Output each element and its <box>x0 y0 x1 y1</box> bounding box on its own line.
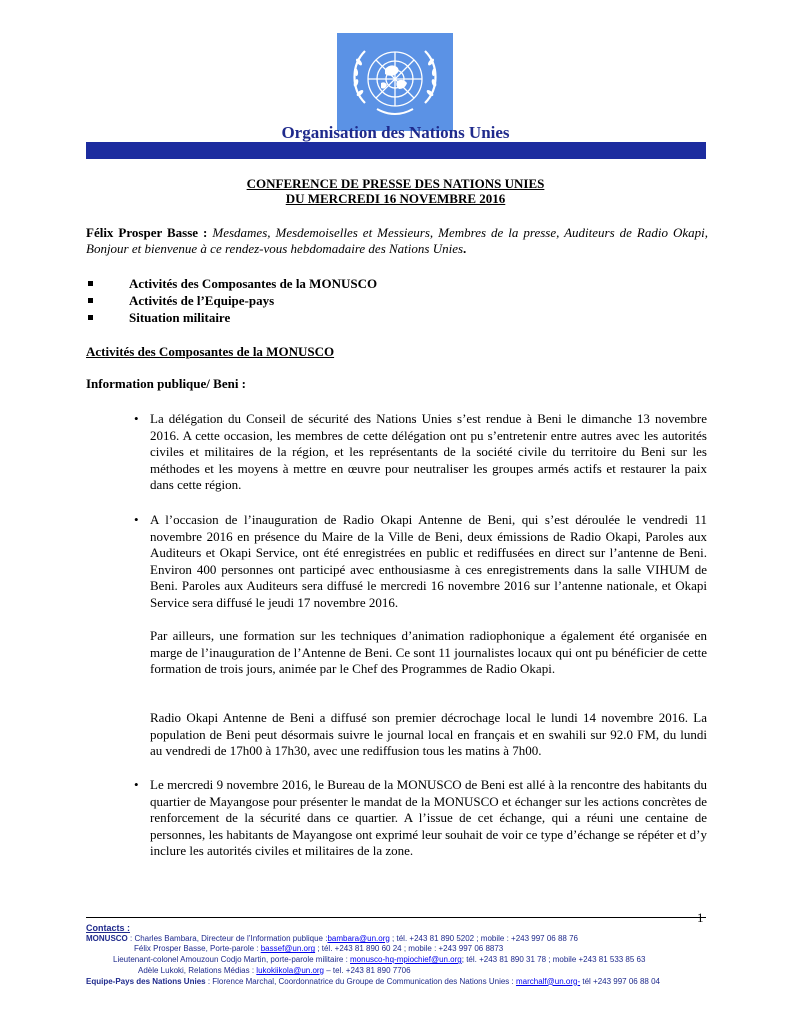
contact-text: Lieutenant-colonel Amouzoun Codjo Martin, porte-parole militaire : <box>113 955 351 965</box>
agenda-item <box>86 292 686 309</box>
paragraph-security-council-visit: La délégation du Conseil de sécurité des Nations Unies s’est rendue à Beni le dimanche 13 novembre 2016. A cette occasion, les membres de cette délégation ont pu s’entretenir entre autres avec les autorités civiles et militaires de la région, et les représentants de la société civile du territoire du Beni sur les méthodes et les moyens à mettre en œuvre pour neutraliser les groupes armés actifs et restaurer la paix dans cette région. <box>150 411 707 492</box>
contact-email-link[interactable]: marchalf@un.org- <box>515 976 581 986</box>
conference-title <box>0 176 791 206</box>
contact-line-monusco-director <box>86 934 726 945</box>
contact-text: Adèle Lukoki, Relations Médias : <box>138 965 257 975</box>
contacts-heading: Contacts : <box>86 923 131 933</box>
subsection-title: Information publique/ Beni : <box>86 376 247 391</box>
contact-email-link[interactable]: monusco-hq-mpiochief@un.org <box>350 955 462 965</box>
agenda-item <box>86 275 686 292</box>
bullet-dot-icon: • <box>134 512 139 527</box>
contact-text: : Florence Marchal, Coordonnatrice du Groupe de Communication des Nations Unies : <box>205 976 516 986</box>
footer-divider <box>86 917 706 918</box>
square-bullet-icon <box>88 281 93 286</box>
welcome-message: Mesdames, Mesdemoiselles et Messieurs, Membres de la presse, Auditeurs de Radio Okapi, Bonjour et bienvenue à ce rendez-vous hebdomadaire des Nations Unies <box>86 225 708 256</box>
contact-text: Félix Prosper Basse, Porte-parole : <box>134 944 261 954</box>
contact-phone: – tel. +243 81 890 7706 <box>324 965 411 975</box>
header-blue-bar <box>86 142 706 159</box>
agenda-item-label: Activités de l’Equipe-pays <box>129 293 275 308</box>
contact-text: : Charles Bambara, Directeur de l’Information publique : <box>127 933 328 943</box>
contact-line-country-team <box>86 977 726 988</box>
contacts-footer <box>86 923 726 987</box>
contact-line-military-spokesperson <box>86 955 726 966</box>
square-bullet-icon <box>88 298 93 303</box>
contact-line-media-relations <box>86 966 726 977</box>
organization-title: Organisation des Nations Unies <box>281 123 510 142</box>
welcome-message-end: . <box>463 241 467 256</box>
contact-phone: tél +243 997 06 88 04 <box>580 976 660 986</box>
speaker-name: Félix Prosper Basse : <box>86 225 208 240</box>
bullet-dot-icon: • <box>134 411 139 426</box>
contact-phone: ; tél. +243 81 890 5202 ; mobile : +243 997 06 88 76 <box>389 933 578 943</box>
page-number: 1 <box>697 910 704 925</box>
paragraph-radio-okapi-inauguration: A l’occasion de l’inauguration de Radio Okapi Antenne de Beni, qui s’est déroulée le vendredi 11 novembre 2016 en présence du Maire de la Ville de Beni, deux émissions de Radio Okapi, Paroles aux Auditeurs et Okapi Service, ont été enregistrées en public et rediffusées en direct sur l’antenne de Beni. Environ 400 personnes ont participé avec enthousiasme à ces enregistrements dans la salle VIHUM de Beni. Paroles aux Auditeurs sera diffusé le mercredi 16 novembre 2016 sur l’antenne nationale, et Okapi Service sera diffusé le jeudi 17 novembre 2016. <box>150 512 707 610</box>
intro-paragraph <box>86 225 708 257</box>
agenda-item <box>86 309 686 326</box>
paragraph-local-broadcast: Radio Okapi Antenne de Beni a diffusé son premier décrochage local le lundi 14 novembre 2016. La population de Beni peut désormais suivre le journal local en français et en swahili sur 92.0 FM, du lundi au vendredi de 17h00 à 17h30, avec une rediffusion tous les matins à 7h00. <box>150 710 707 758</box>
paragraph-mayangose-meeting: Le mercredi 9 novembre 2016, le Bureau de la MONUSCO de Beni est allé à la rencontre des habitants du quartier de Mayangose pour présenter le mandat de la MONUSCO et échanger sur les actions concrètes de renforcement de la sécurité dans ce quartier. A l’issue de cet échange, qui a réuni une centaine de personnes, les habitants de Mayangose ont exprimé leur souhait de voir ce type d’échange se répéter et d’y inclure les autorités civiles et militaires de la zone. <box>150 777 707 858</box>
conference-title-line-2: DU MERCREDI 16 NOVEMBRE 2016 <box>285 191 506 206</box>
contact-org-country-team: Equipe-Pays des Nations Unies <box>86 976 206 986</box>
agenda-list <box>86 275 686 326</box>
contact-email-link[interactable]: bambara@un.org <box>327 933 390 943</box>
bullet-dot-icon: • <box>134 777 139 792</box>
contact-org-monusco: MONUSCO <box>86 933 128 943</box>
agenda-item-label: Situation militaire <box>129 310 231 325</box>
contact-email-link[interactable]: bassef@un.org <box>260 944 316 954</box>
contact-phone: ; tél. +243 81 890 31 78 ; mobile +243 81 533 85 63 <box>461 955 646 965</box>
un-emblem-logo <box>337 33 453 131</box>
agenda-item-label: Activités des Composantes de la MONUSCO <box>129 276 378 291</box>
paragraph-radio-training: Par ailleurs, une formation sur les techniques d’animation radiophonique a également été organisée en marge de l’inauguration de l’Antenne de Beni. Ce sont 11 journalistes locaux qui ont pu bénéficier de cette formation de trois jours, animée par le Chef des Programmes de Radio Okapi. <box>150 628 707 676</box>
contact-email-link[interactable]: lukokiikola@un.org <box>256 965 325 975</box>
contact-phone: ; tél. +243 81 890 60 24 ; mobile : +243 997 06 8873 <box>315 944 504 954</box>
contact-line-spokesperson <box>86 944 726 955</box>
conference-title-line-1: CONFERENCE DE PRESSE DES NATIONS UNIES <box>246 176 545 191</box>
square-bullet-icon <box>88 315 93 320</box>
section-title: Activités des Composantes de la MONUSCO <box>86 344 335 359</box>
